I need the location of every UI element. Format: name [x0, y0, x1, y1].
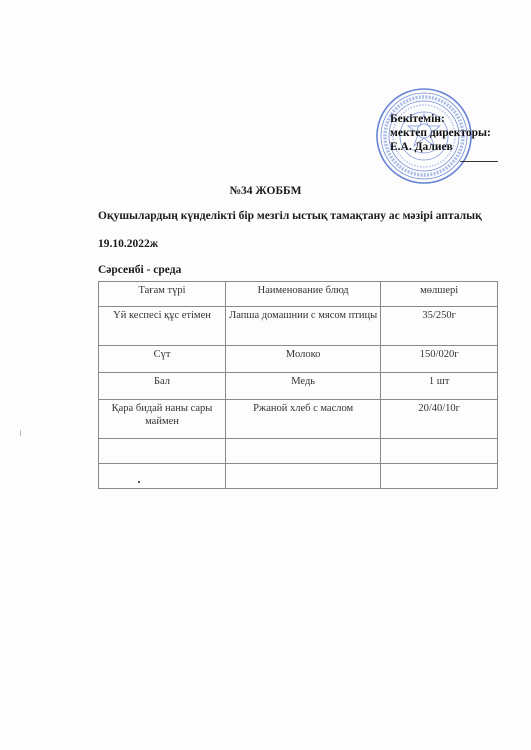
table-cell: Медь [226, 373, 381, 400]
table-header-row [99, 282, 498, 307]
table-cell [226, 464, 381, 489]
menu-date: 19.10.2022ж [98, 238, 159, 250]
weekday: Сәрсенбі - среда [98, 264, 182, 276]
table-cell: Үй кеспесі құс етімен [99, 307, 226, 346]
school-name: №34 ЖОББМ [229, 185, 302, 197]
table-cell: Молоко [226, 346, 381, 373]
approval-director-name: Е.А. Далиев [390, 141, 453, 153]
table-row [99, 464, 498, 489]
table-cell [226, 439, 381, 464]
table-row [99, 307, 498, 346]
header-cell: Тағам түрі [99, 282, 226, 307]
signature-line [460, 161, 498, 162]
approval-block [390, 112, 491, 154]
table-cell: 1 шт [381, 373, 498, 400]
approval-line-2: мектеп директоры: [390, 127, 491, 139]
table-cell: Ржаной хлеб с маслом [226, 400, 381, 439]
table-cell: Қара бидай наны сары маймен [99, 400, 226, 439]
table-cell: Бал [99, 373, 226, 400]
table-cell [381, 439, 498, 464]
table-row [99, 400, 498, 439]
table-row [99, 439, 498, 464]
table-cell: 20/40/10г [381, 400, 498, 439]
table-cell: Сүт [99, 346, 226, 373]
menu-title: Оқушылардың күнделікті бір мезгіл ыстық тамақтану ас мәзірі апталық [98, 210, 482, 222]
table-row [99, 373, 498, 400]
ink-dot [138, 481, 140, 483]
table-row [99, 346, 498, 373]
scan-speck [20, 430, 21, 436]
table-cell: 35/250г [381, 307, 498, 346]
header-cell: Наименование блюд [226, 282, 381, 307]
menu-table [98, 281, 498, 489]
table-cell [99, 464, 226, 489]
table-cell [99, 439, 226, 464]
header-cell: мөлшері [381, 282, 498, 307]
table-cell: 150/020г [381, 346, 498, 373]
table-cell [381, 464, 498, 489]
approval-line-1: Бекітемін: [390, 113, 445, 125]
table-cell: Лапша домашнии с мясом птицы [226, 307, 381, 346]
